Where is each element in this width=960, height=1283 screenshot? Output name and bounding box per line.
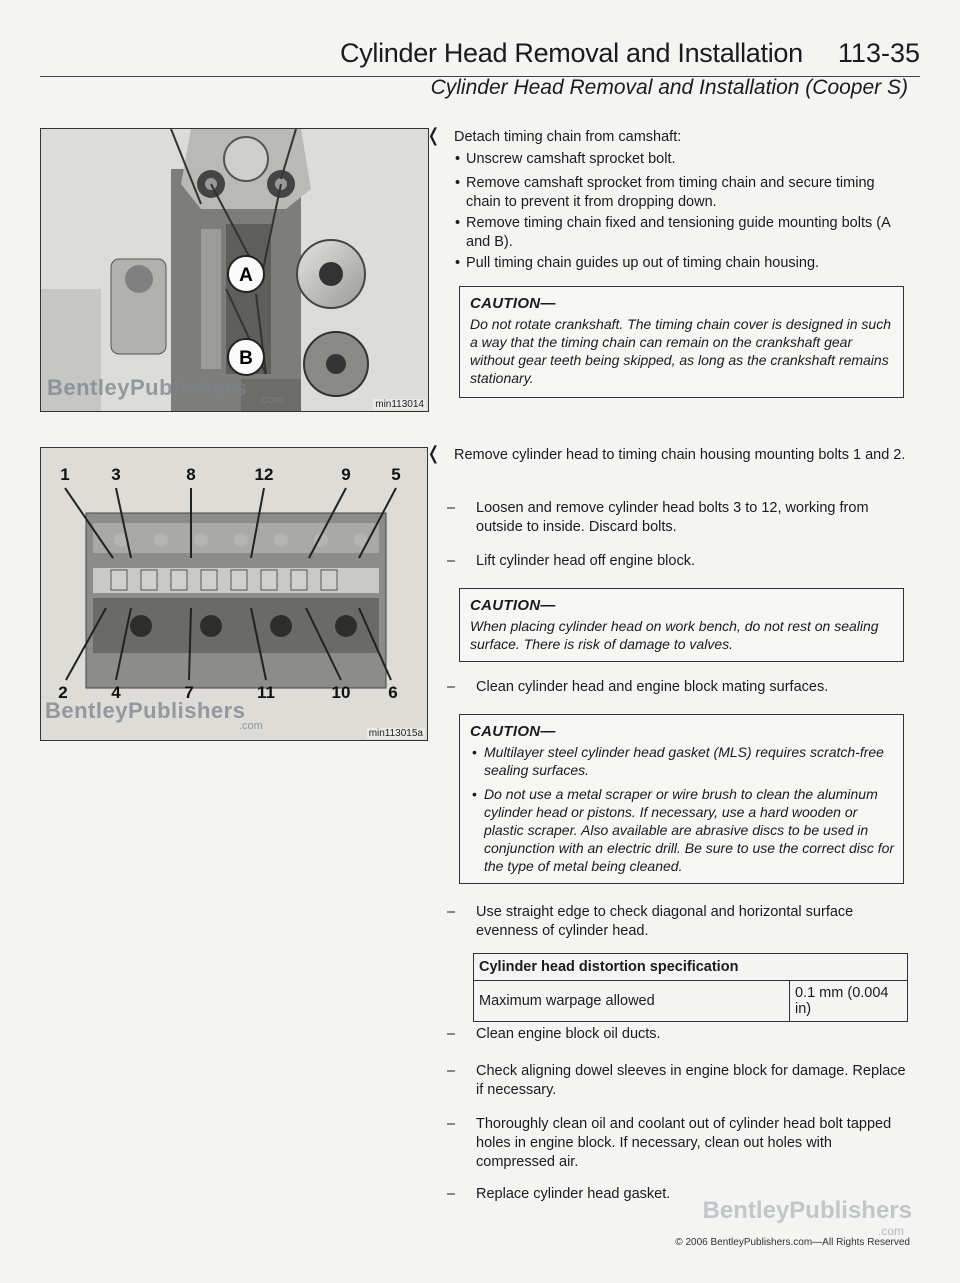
engine-photo-timing [41, 129, 428, 411]
watermark: BentleyPublishers [47, 375, 248, 400]
bolt-label: 4 [111, 683, 121, 702]
dash-marker: – [447, 904, 456, 920]
caution-box [459, 286, 904, 398]
table-cell: 0.1 mm (0.004 in) [790, 981, 908, 1022]
bullet-item: • Remove timing chain fixed and tensioning guide mounting bolts (A and B). [466, 214, 910, 252]
table-cell: Maximum warpage allowed [474, 981, 790, 1022]
bolt-label: 5 [391, 465, 401, 484]
dash-marker: – [447, 500, 456, 516]
dash-text: Clean engine block oil ducts. [476, 1026, 661, 1042]
table-row [474, 981, 908, 1022]
bolt-label: 3 [111, 465, 121, 484]
dash-item [447, 1062, 910, 1100]
bolt-label: 1 [60, 465, 70, 484]
bolt-label: 6 [388, 683, 398, 702]
caution-title: CAUTION— [470, 295, 556, 312]
dash-marker: – [447, 1063, 456, 1079]
bolt-label: 10 [331, 683, 351, 702]
caution-title: CAUTION— [470, 597, 556, 614]
caution-text: Do not rotate crankshaft. The timing chain cover is designed in such a way that the timing chain can remain on the crankshaft gear without gear teeth being skipped, as long as the crankshaft remains stationary. [470, 316, 891, 386]
caution-bullet: • Multilayer steel cylinder head gasket (MLS) requires scratch-free sealing surfaces. [470, 743, 897, 779]
table-row [474, 954, 908, 981]
arrow-left-icon: ❬ [426, 125, 442, 145]
caution-box [459, 588, 904, 662]
bullet-item: • Unscrew camshaft sprocket bolt. [466, 150, 910, 169]
bullet-item: • Pull timing chain guides up out of timing chain housing. [466, 254, 910, 273]
dash-text: Lift cylinder head off engine block. [476, 553, 695, 569]
bolt-label: 12 [254, 465, 274, 484]
section-subtitle: Cylinder Head Removal and Installation (Cooper S) [430, 76, 908, 99]
bolt-label: 2 [58, 683, 68, 702]
figure-code: min113014 [375, 399, 424, 410]
dash-item [447, 552, 910, 571]
step-text: Detach timing chain from camshaft: [454, 129, 682, 145]
caution-bullet: • Do not use a metal scraper or wire brush to clean the aluminum cylinder head or pistons. If necessary, use a hard wooden or plastic scraper. Also available are abrasive discs to be used in conjunction with an electric drill. Be sure to use the correct disc for the type of metal being cleaned. [470, 785, 897, 875]
watermark: BentleyPublishers [45, 698, 246, 723]
bullet-item: • Remove camshaft sprocket from timing chain and secure timing chain to prevent it from dropping down. [466, 174, 910, 212]
dash-item [447, 903, 910, 941]
arrow-left-icon: ❬ [426, 443, 442, 463]
section-title: Cylinder Head Removal and Installation [340, 38, 803, 68]
step-remove-mounting-bolts [426, 443, 912, 465]
dash-item [447, 1025, 910, 1044]
figure-timing-chain [40, 128, 429, 412]
caution-box [459, 714, 904, 884]
dash-text: Loosen and remove cylinder head bolts 3 to 12, working from outside to inside. Discard bolts. [476, 500, 869, 535]
figure-bolt-pattern [40, 447, 428, 741]
cylinder-head-diagram [41, 448, 427, 740]
caution-text: When placing cylinder head on work bench, do not rest on sealing surface. There is risk of damage to valves. [470, 618, 879, 652]
dash-marker: – [447, 1116, 456, 1132]
callout-b: B [239, 348, 253, 369]
copyright: © 2006 BentleyPublishers.com—All Rights Reserved [675, 1237, 910, 1248]
caution-title: CAUTION— [470, 723, 556, 740]
bolt-label: 7 [184, 683, 194, 702]
footer-watermark: BentleyPublishers [702, 1197, 912, 1224]
page-number: 113-35 [837, 38, 920, 68]
watermark-com: .com [239, 720, 263, 732]
dash-text: Thoroughly clean oil and coolant out of cylinder head bolt tapped holes in engine block. If necessary, clean out holes with compressed air. [476, 1116, 892, 1170]
distortion-spec-table [473, 953, 908, 1022]
dash-item [447, 678, 910, 697]
footer-watermark-com: .com [877, 1224, 904, 1238]
bolt-label: 9 [341, 465, 351, 484]
dash-marker: – [447, 1026, 456, 1042]
page-header [0, 0, 960, 110]
dash-item [447, 499, 910, 537]
watermark-com: .com [259, 394, 283, 406]
step-text: Remove cylinder head to timing chain housing mounting bolts 1 and 2. [454, 447, 906, 463]
dash-text: Use straight edge to check diagonal and horizontal surface evenness of cylinder head. [476, 904, 854, 939]
dash-text: Replace cylinder head gasket. [476, 1186, 671, 1202]
bolt-label: 8 [186, 465, 196, 484]
dash-text: Check aligning dowel sleeves in engine block for damage. Replace if necessary. [476, 1063, 906, 1098]
dash-text: Clean cylinder head and engine block mating surfaces. [476, 679, 829, 695]
dash-marker: – [447, 679, 456, 695]
bolt-label: 11 [257, 683, 275, 702]
figure-code: min113015a [368, 728, 423, 739]
table-header: Cylinder head distortion specification [474, 954, 908, 981]
dash-item [447, 1115, 910, 1172]
callout-a: A [239, 265, 253, 286]
step-detach-timing-chain [426, 125, 912, 147]
dash-marker: – [447, 1186, 456, 1202]
dash-marker: – [447, 553, 456, 569]
